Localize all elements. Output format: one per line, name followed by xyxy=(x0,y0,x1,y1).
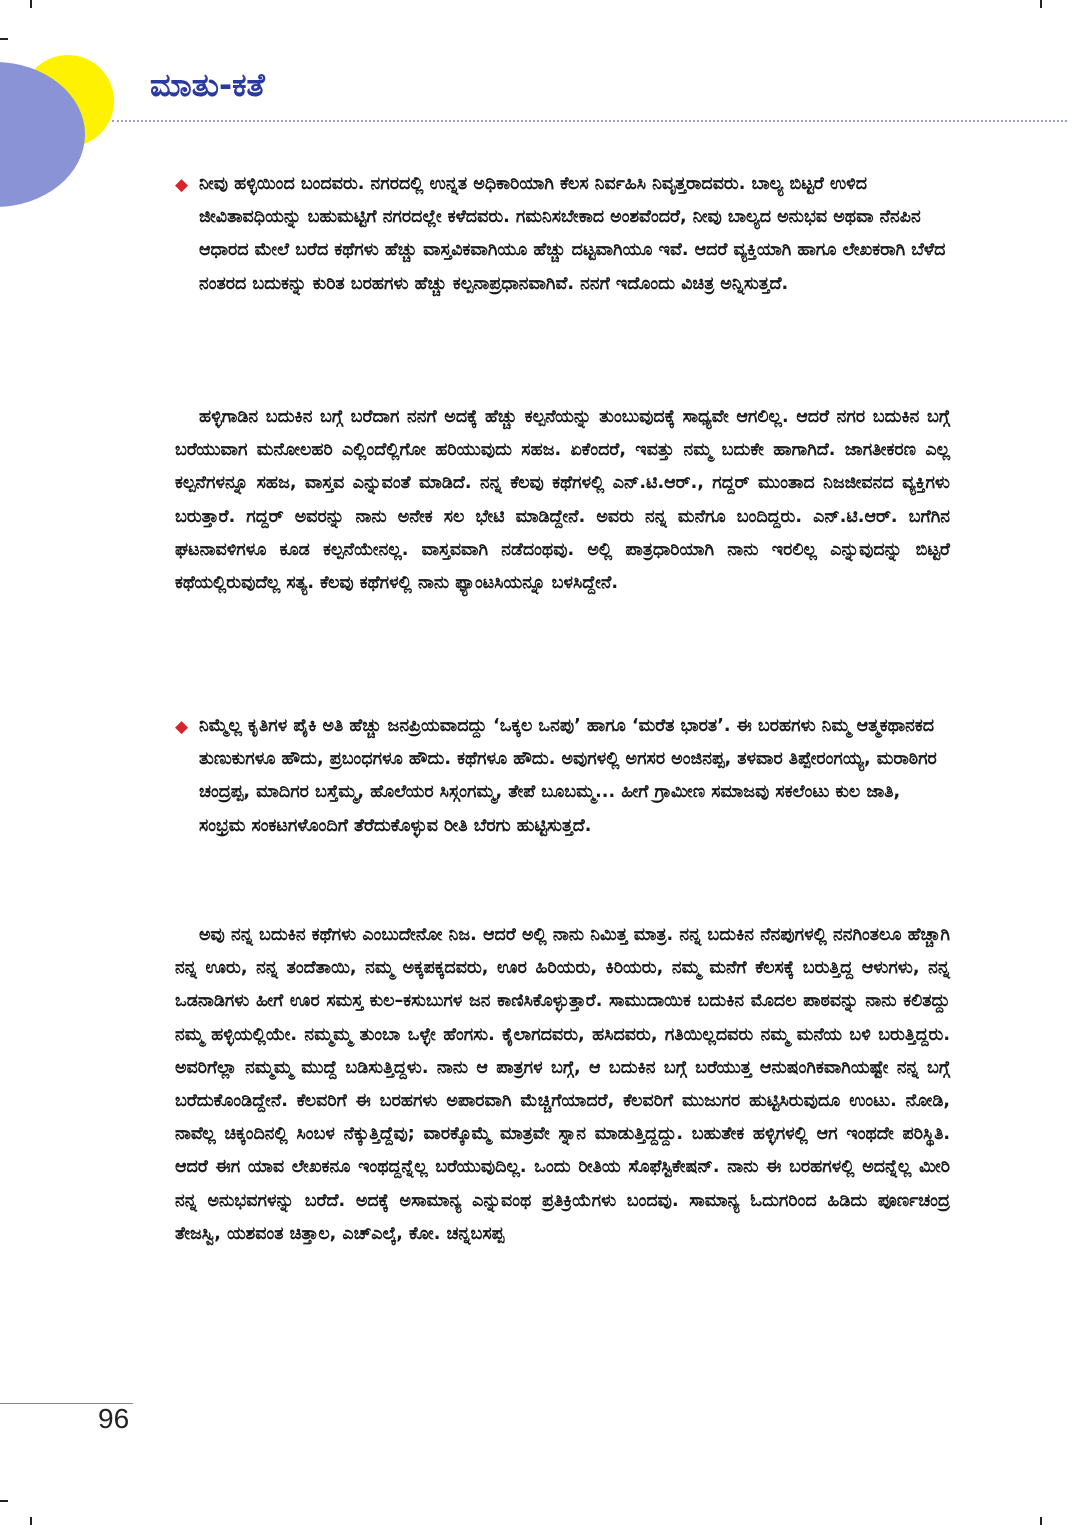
section-title: ಮಾತು-ಕತೆ xyxy=(150,66,265,104)
crop-mark xyxy=(1040,1517,1042,1525)
page-number: 96 xyxy=(98,1403,130,1434)
diamond-bullet-icon: ◆ xyxy=(175,175,189,195)
question-2-text: ನಿಮ್ಮೆಲ್ಲ ಕೃತಿಗಳ ಪೈಕಿ ಅತಿ ಹೆಚ್ಚು ಜನಪ್ರಿಯವಾದದ್ದು ‘ಒಕ್ಕಲ ಒನಪು’ ಹಾಗೂ ‘ಮರೆತ ಭಾರತ’. ಈ ಬರಹಗಳು ನಿಮ್ಮ ಆತ್ಮಕಥಾನಕದ ತುಣುಕುಗಳೂ ಹೌದು, ಪ್ರಬಂಧಗಳೂ ಹೌದು. ಕಥೆಗಳೂ ಹೌದು. ಅವುಗಳಲ್ಲಿ ಅಗಸರ ಅಂಜಿನಪ್ಪ, ತಳವಾರ ತಿಪ್ಪೇರಂಗಯ್ಯ, ಮರಾಠಿಗರ ಚಂದ್ರಪ್ಪ, ಮಾದಿಗರ ಬಸ್ತೆಮ್ಮ, ಹೊಲೆಯರ ಸಿಸ್ಗಂಗಮ್ಮ, ತೇಪೆ ಬೂಬಮ್ಮ... ಹೀಗೆ ಗ್ರಾಮೀಣ ಸಮಾಜವು ಸಕಲೆಂಟು ಕುಲ ಜಾತಿ, ಸಂಭ್ರಮ ಸಂಕಟಗಳೊಂದಿಗೆ ತೆರೆದುಕೊಳ್ಳುವ ರೀತಿ ಬೆರಗು ಹುಟ್ಟಿಸುತ್ತದೆ. xyxy=(199,716,937,836)
crop-mark xyxy=(30,1517,32,1525)
question-1-text: ನೀವು ಹಳ್ಳಿಯಿಂದ ಬಂದವರು. ನಗರದಲ್ಲಿ ಉನ್ನತ ಅಧಿಕಾರಿಯಾಗಿ ಕೆಲಸ ನಿರ್ವಹಿಸಿ ನಿವೃತ್ತರಾದವರು. ಬಾಲ್ಯ ಬಿಟ್ಟರೆ ಉಳಿದ ಜೀವಿತಾವಧಿಯನ್ನು ಬಹುಮಟ್ಟಿಗೆ ನಗರದಲ್ಲೇ ಕಳೆದವರು. ಗಮನಿಸಬೇಕಾದ ಅಂಶವೆಂದರೆ, ನೀವು ಬಾಲ್ಯದ ಅನುಭವ ಅಥವಾ ನೆನಪಿನ ಆಧಾರದ ಮೇಲೆ ಬರೆದ ಕಥೆಗಳು ಹೆಚ್ಚು ವಾಸ್ತವಿಕವಾಗಿಯೂ ಹೆಚ್ಚು ದಟ್ಟವಾಗಿಯೂ ಇವೆ. ಆದರೆ ವ್ಯಕ್ತಿಯಾಗಿ ಹಾಗೂ ಲೇಖಕರಾಗಿ ಬೆಳೆದ ನಂತರದ ಬದುಕನ್ನು ಕುರಿತ ಬರಹಗಳು ಹೆಚ್ಚು ಕಲ್ಪನಾಪ್ರಧಾನವಾಗಿವೆ. ನನಗೆ ಇದೊಂದು ವಿಚಿತ್ರ ಅನ್ನಿಸುತ್ತದೆ. xyxy=(199,174,946,294)
diamond-bullet-icon: ◆ xyxy=(175,717,189,737)
question-1 xyxy=(175,168,950,301)
crop-mark xyxy=(30,0,32,8)
answer-1: ಹಳ್ಳಿಗಾಡಿನ ಬದುಕಿನ ಬಗ್ಗೆ ಬರೆದಾಗ ನನಗೆ ಅದಕ್ಕೆ ಹೆಚ್ಚು ಕಲ್ಪನೆಯನ್ನು ತುಂಬುವುದಕ್ಕೆ ಸಾಧ್ಯವೇ ಆಗಲಿಲ್ಲ. ಆದರೆ ನಗರ ಬದುಕಿನ ಬಗ್ಗೆ ಬರೆಯುವಾಗ ಮನೋಲಹರಿ ಎಲ್ಲಿಂದೆಲ್ಲಿಗೋ ಹರಿಯುವುದು ಸಹಜ. ಏಕೆಂದರೆ, ಇವತ್ತು ನಮ್ಮ ಬದುಕೇ ಹಾಗಾಗಿದೆ. ಜಾಗತೀಕರಣ ಎಲ್ಲ ಕಲ್ಪನೆಗಳನ್ನೂ ಸಹಜ, ವಾಸ್ತವ ಎನ್ನುವಂತೆ ಮಾಡಿದೆ. ನನ್ನ ಕೆಲವು ಕಥೆಗಳಲ್ಲಿ ಎನ್.ಟಿ.ಆರ್., ಗದ್ದರ್ ಮುಂತಾದ ನಿಜಜೀವನದ ವ್ಯಕ್ತಿಗಳು ಬರುತ್ತಾರೆ. ಗದ್ದರ್ ಅವರನ್ನು ನಾನು ಅನೇಕ ಸಲ ಭೇಟಿ ಮಾಡಿದ್ದೇನೆ. ಅವರು ನನ್ನ ಮನೆಗೂ ಬಂದಿದ್ದರು. ಎನ್.ಟಿ.ಆರ್. ಬಗೆಗಿನ ಘಟನಾವಳಿಗಳೂ ಕೂಡ ಕಲ್ಪನೆಯೇನಲ್ಲ. ವಾಸ್ತವವಾಗಿ ನಡೆದಂಥವು. ಅಲ್ಲಿ ಪಾತ್ರಧಾರಿಯಾಗಿ ನಾನು ಇರಲಿಲ್ಲ ಎನ್ನುವುದನ್ನು ಬಿಟ್ಟರೆ ಕಥೆಯಲ್ಲಿರುವುದೆಲ್ಲ ಸತ್ಯ. ಕೆಲವು ಕಥೆಗಳಲ್ಲಿ ನಾನು ಫ್ಯಾಂಟಸಿಯನ್ನೂ ಬಳಸಿದ್ದೇನೆ. xyxy=(175,407,950,594)
crop-mark xyxy=(0,1500,8,1502)
answer-2: ಅವು ನನ್ನ ಬದುಕಿನ ಕಥೆಗಳು ಎಂಬುದೇನೋ ನಿಜ. ಆದರೆ ಅಲ್ಲಿ ನಾನು ನಿಮಿತ್ತ ಮಾತ್ರ. ನನ್ನ ಬದುಕಿನ ನೆನಪುಗಳಲ್ಲಿ ನನಗಿಂತಲೂ ಹೆಚ್ಚಾಗಿ ನನ್ನ ಊರು, ನನ್ನ ತಂದೆತಾಯಿ, ನಮ್ಮ ಅಕ್ಕಪಕ್ಕದವರು, ಊರ ಹಿರಿಯರು, ಕಿರಿಯರು, ನಮ್ಮ ಮನೆಗೆ ಕೆಲಸಕ್ಕೆ ಬರುತ್ತಿದ್ದ ಆಳುಗಳು, ನನ್ನ ಒಡನಾಡಿಗಳು ಹೀಗೆ ಊರ ಸಮಸ್ತ ಕುಲ–ಕಸುಬುಗಳ ಜನ ಕಾಣಿಸಿಕೊಳ್ಳುತ್ತಾರೆ. ಸಾಮುದಾಯಿಕ ಬದುಕಿನ ಮೊದಲ ಪಾಠವನ್ನು ನಾನು ಕಲಿತದ್ದು ನಮ್ಮ ಹಳ್ಳಿಯಲ್ಲಿಯೇ. ನಮ್ಮಮ್ಮ ತುಂಬಾ ಒಳ್ಳೇ ಹೆಂಗಸು. ಕೈಲಾಗದವರು, ಹಸಿದವರು, ಗತಿಯಿಲ್ಲದವರು ನಮ್ಮ ಮನೆಯ ಬಳಿ ಬರುತ್ತಿದ್ದರು. ಅವರಿಗೆಲ್ಲಾ ನಮ್ಮಮ್ಮ ಮುದ್ದೆ ಬಡಿಸುತ್ತಿದ್ದಳು. ನಾನು ಆ ಪಾತ್ರಗಳ ಬಗ್ಗೆ, ಆ ಬದುಕಿನ ಬಗ್ಗೆ ಬರೆಯುತ್ತ ಆನುಷಂಗಿಕವಾಗಿಯಷ್ಟೇ ನನ್ನ ಬಗ್ಗೆ ಬರೆದುಕೊಂಡಿದ್ದೇನೆ. ಕೆಲವರಿಗೆ ಈ ಬರಹಗಳು ಅಪಾರವಾಗಿ ಮೆಚ್ಚಿಗೆಯಾದರೆ, ಕೆಲವರಿಗೆ ಮುಜುಗರ ಹುಟ್ಟಿಸಿರುವುದೂ ಉಂಟು. ನೋಡಿ, ನಾವೆಲ್ಲ ಚಿಕ್ಕಂದಿನಲ್ಲಿ ಸಿಂಬಳ ನೆಕ್ಕುತ್ತಿದ್ದೆವು; ವಾರಕ್ಕೊಮ್ಮೆ ಮಾತ್ರವೇ ಸ್ನಾನ ಮಾಡುತ್ತಿದ್ದದ್ದು. ಬಹುತೇಕ ಹಳ್ಳಿಗಳಲ್ಲಿ ಆಗ ಇಂಥದೇ ಪರಿಸ್ಥಿತಿ. ಆದರೆ ಈಗ ಯಾವ ಲೇಖಕನೂ ಇಂಥದ್ದನ್ನೆಲ್ಲ ಬರೆಯುವುದಿಲ್ಲ. ಒಂದು ರೀತಿಯ ಸೊಫೆಸ್ಟಿಕೇಷನ್. ನಾನು ಈ ಬರಹಗಳಲ್ಲಿ ಅದನ್ನೆಲ್ಲ ಮೀರಿ ನನ್ನ ಅನುಭವಗಳನ್ನು ಬರೆದೆ. ಅದಕ್ಕೆ ಅಸಾಮಾನ್ಯ ಎನ್ನುವಂಥ ಪ್ರತಿಕ್ರಿಯೆಗಳು ಬಂದವು. ಸಾಮಾನ್ಯ ಓದುಗರಿಂದ ಹಿಡಿದು ಪೂರ್ಣಚಂದ್ರ ತೇಜಸ್ವಿ, ಯಶವಂತ ಚಿತ್ತಾಲ, ಎಚ್ಎಲ್ಕೆ, ಕೋ. ಚನ್ನಬಸಪ್ಪ xyxy=(175,925,950,1244)
question-2 xyxy=(175,710,950,843)
crop-mark xyxy=(1040,0,1042,8)
title-dotted-rule xyxy=(112,120,1067,122)
crop-mark xyxy=(0,38,8,40)
